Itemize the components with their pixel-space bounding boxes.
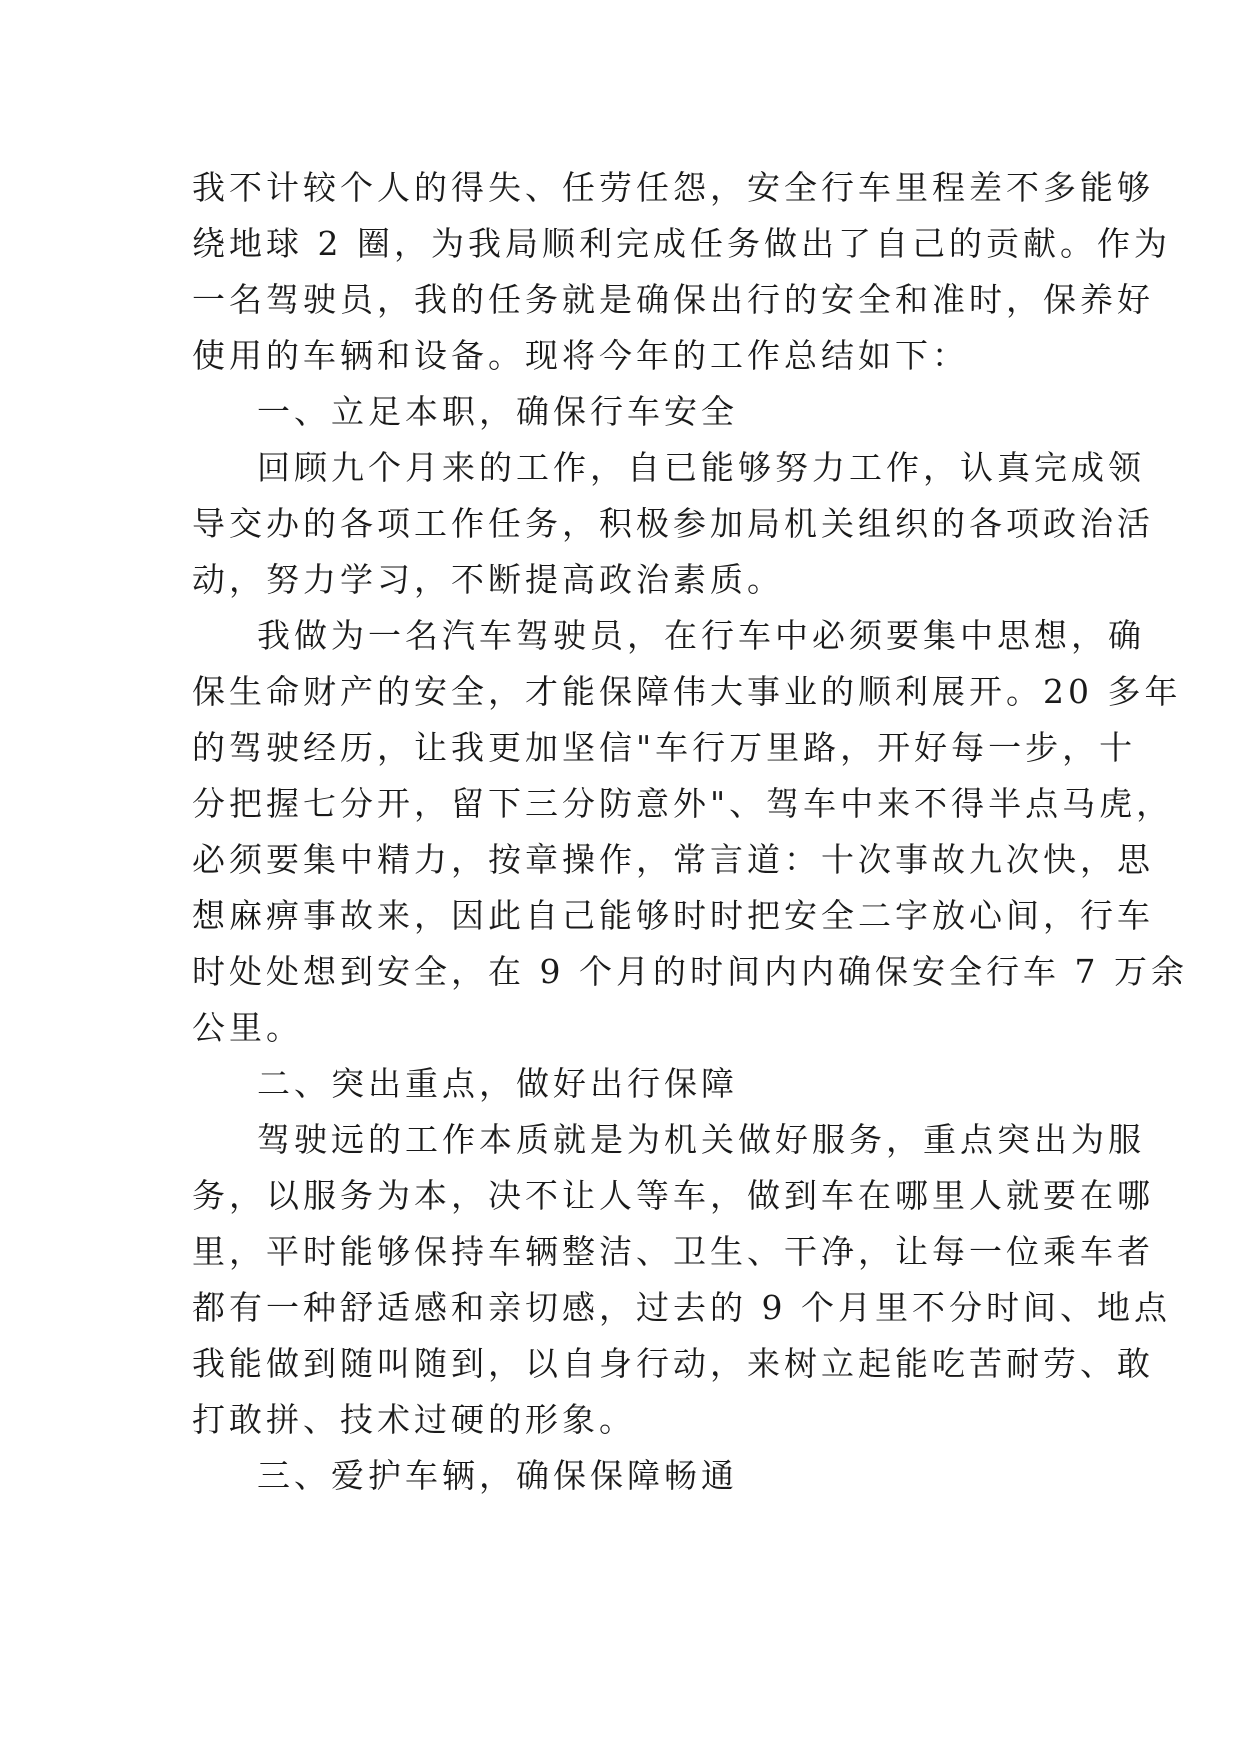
text-line: 我做为一名汽车驾驶员，在行车中必须要集中思想，确 <box>257 616 1145 655</box>
text-line: 我能做到随叫随到，以自身行动，来树立起能吃苦耐劳、敢 <box>192 1344 1154 1383</box>
text-line: 导交办的各项工作任务，积极参加局机关组织的各项政治活 <box>192 504 1154 543</box>
text-line: 回顾九个月来的工作，自已能够努力工作，认真完成领 <box>257 448 1145 487</box>
section-heading: 二、突出重点，做好出行保障 <box>257 1064 738 1103</box>
text-line: 必须要集中精力，按章操作，常言道：十次事故九次快，思 <box>192 840 1154 879</box>
text-line: 打敢拼、技术过硬的形象。 <box>192 1400 636 1439</box>
text-line: 时处处想到安全，在 9 个月的时间内内确保安全行车 7 万余 <box>192 952 1188 991</box>
text-line: 分把握七分开，留下三分防意外"、驾车中来不得半点马虎， <box>192 784 1174 823</box>
text-line: 使用的车辆和设备。现将今年的工作总结如下： <box>192 336 969 375</box>
text-line: 都有一种舒适感和亲切感，过去的 9 个月里不分时间、地点 <box>192 1288 1171 1327</box>
text-line: 我不计较个人的得失、任劳任怨，安全行车里程差不多能够 <box>192 168 1154 207</box>
text-line: 里，平时能够保持车辆整洁、卫生、干净，让每一位乘车者 <box>192 1232 1154 1271</box>
text-line: 绕地球 2 圈，为我局顺利完成任务做出了自己的贡献。作为 <box>192 224 1171 263</box>
text-line: 保生命财产的安全，才能保障伟大事业的顺利展开。20 多年 <box>192 672 1182 711</box>
text-line: 想麻痹事故来，因此自己能够时时把安全二字放心间，行车 <box>192 896 1154 935</box>
text-line: 一名驾驶员，我的任务就是确保出行的安全和准时，保养好 <box>192 280 1154 319</box>
text-line: 的驾驶经历，让我更加坚信"车行万里路，开好每一步，十 <box>192 728 1137 767</box>
text-line: 驾驶远的工作本质就是为机关做好服务，重点突出为服 <box>257 1120 1145 1159</box>
text-line: 务，以服务为本，决不让人等车，做到车在哪里人就要在哪 <box>192 1176 1154 1215</box>
text-line: 公里。 <box>192 1008 303 1047</box>
text-line: 动，努力学习，不断提高政治素质。 <box>192 560 784 599</box>
section-heading: 一、立足本职，确保行车安全 <box>257 392 738 431</box>
section-heading: 三、爱护车辆，确保保障畅通 <box>257 1456 738 1495</box>
